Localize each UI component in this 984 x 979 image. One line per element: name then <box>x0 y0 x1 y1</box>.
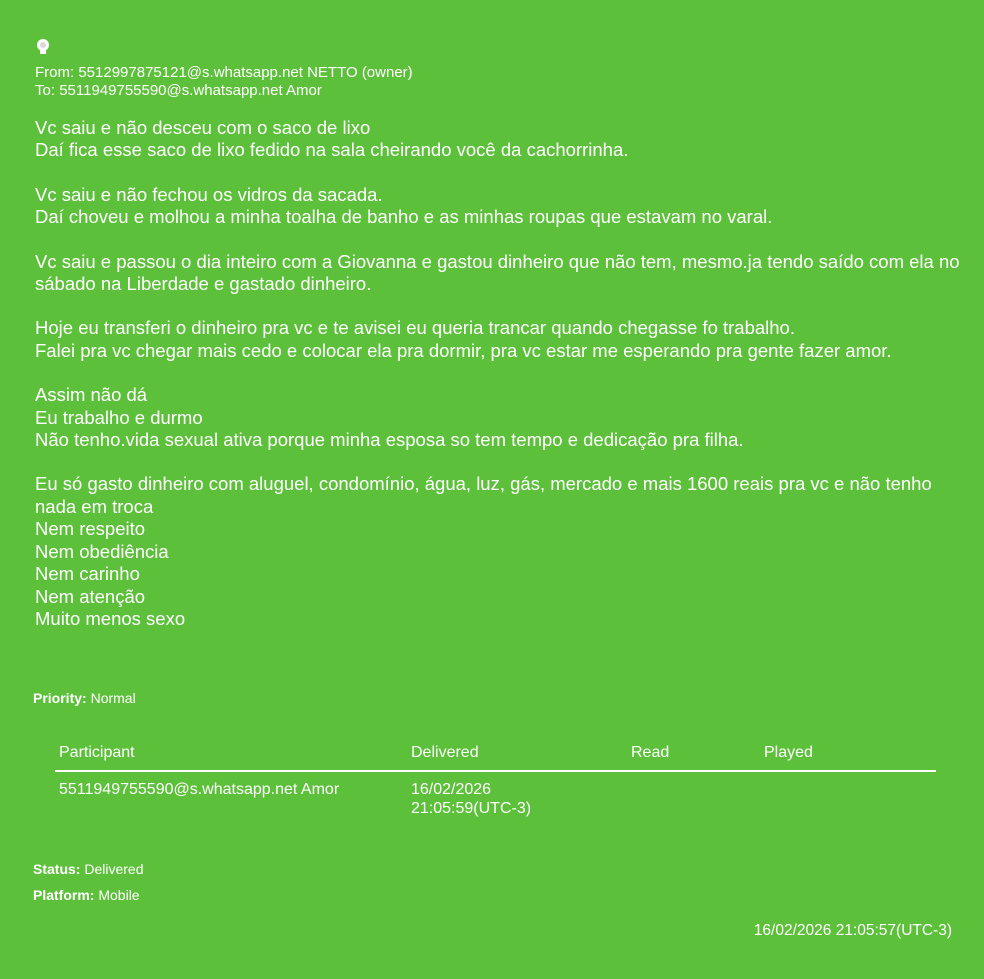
message-paragraph <box>35 384 965 451</box>
message-timestamp: 16/02/2026 21:05:57(UTC-3) <box>753 922 952 939</box>
to-value: 5511949755590@s.whatsapp.net Amor <box>59 82 322 99</box>
platform-label: Platform: <box>33 887 95 903</box>
message-line: Vc saiu e não fechou os vidros da sacada. <box>35 183 383 205</box>
priority-value: Normal <box>90 690 136 706</box>
message-paragraph <box>35 473 965 630</box>
message-paragraph <box>35 117 965 162</box>
lightbulb-icon <box>35 38 51 56</box>
message-line: Daí fica esse saco de lixo fedido na sala cheirando você da cachorrinha. <box>35 139 629 161</box>
delivery-table <box>55 744 936 830</box>
message-paragraph <box>35 184 965 229</box>
message-line: Daí choveu e molhou a minha toalha de banho e as minhas roupas que estavam no varal. <box>35 206 773 228</box>
status-value: Delivered <box>84 861 144 877</box>
message-line: Nem atenção <box>35 585 146 607</box>
message-line: Nem respeito <box>35 518 146 540</box>
message-line: Eu trabalho e durmo <box>35 406 203 428</box>
col-participant: Participant <box>59 744 135 761</box>
message-paragraph <box>35 317 965 362</box>
platform-line <box>33 886 140 904</box>
col-delivered: Delivered <box>411 744 479 761</box>
participant-cell: 5511949755590@s.whatsapp.net Amor <box>59 781 340 798</box>
from-line <box>35 64 413 82</box>
to-label: To: <box>35 82 56 99</box>
message-line: Assim não dá <box>35 384 148 406</box>
to-line <box>35 82 413 100</box>
from-label: From: <box>35 64 75 81</box>
message-line: Muito menos sexo <box>35 607 186 629</box>
delivery-table-header <box>55 744 936 772</box>
priority-label: Priority: <box>33 690 87 706</box>
message-body <box>35 117 965 652</box>
message-line: Não tenho.vida sexual ativa porque minha esposa so tem tempo e dedicação pra filha. <box>35 429 744 451</box>
priority-line <box>33 689 136 707</box>
delivered-time: 21:05:59(UTC-3) <box>411 800 532 817</box>
table-row <box>55 780 936 830</box>
message-header <box>35 64 413 100</box>
platform-value: Mobile <box>98 887 140 903</box>
message-line: Falei pra vc chegar mais cedo e colocar ela pra dormir, pra vc estar me esperando pra gente fazer amor. <box>35 339 892 361</box>
delivered-date: 16/02/2026 <box>411 781 492 798</box>
message-line: Vc saiu e não desceu com o saco de lixo <box>35 117 371 138</box>
col-read: Read <box>631 744 670 761</box>
col-played: Played <box>764 744 813 761</box>
message-paragraph <box>35 251 965 296</box>
message-line: Vc saiu e passou o dia inteiro com a Giovanna e gastou dinheiro que não tem, mesmo.ja tendo saído com ela no sábado na Liberdade e gastado dinheiro. <box>35 250 960 295</box>
status-line <box>33 860 143 878</box>
status-label: Status: <box>33 861 81 877</box>
message-line: Nem carinho <box>35 563 140 585</box>
message-line: Nem obediência <box>35 540 169 562</box>
message-line: Hoje eu transferi o dinheiro pra vc e te avisei eu queria trancar quando chegasse fo trabalho. <box>35 317 795 339</box>
message-line: Eu só gasto dinheiro com aluguel, condomínio, água, luz, gás, mercado e mais 1600 reais pra vc e não tenho nada em troca <box>35 473 932 517</box>
delivered-cell <box>411 780 531 818</box>
from-value: 5512997875121@s.whatsapp.net NETTO (owner) <box>78 64 413 81</box>
